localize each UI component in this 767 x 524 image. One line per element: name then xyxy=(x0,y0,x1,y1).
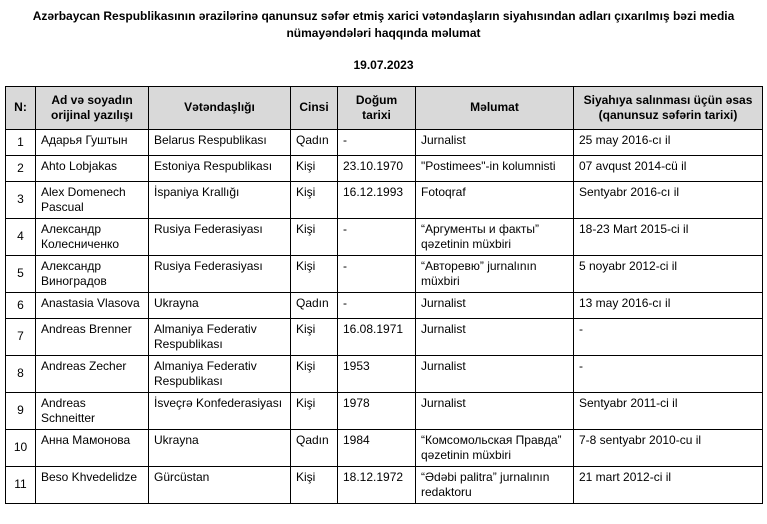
row-number: 3 xyxy=(6,181,36,218)
basis-cell: - xyxy=(574,318,763,355)
birthdate-cell: - xyxy=(338,129,416,155)
name-cell: Beso Khvedelidze xyxy=(36,466,149,503)
table-row xyxy=(6,429,763,466)
birthdate-cell: - xyxy=(338,255,416,292)
basis-cell: 13 may 2016-cı il xyxy=(574,292,763,318)
name-cell: Andreas Zecher xyxy=(36,355,149,392)
gender-cell: Kişi xyxy=(291,155,338,181)
birthdate-cell: 23.10.1970 xyxy=(338,155,416,181)
gender-cell: Qadın xyxy=(291,429,338,466)
info-cell: “Авторевю” jurnalının müxbiri xyxy=(416,255,574,292)
citizenship-cell: Belarus Respublikası xyxy=(149,129,291,155)
birthdate-cell: - xyxy=(338,292,416,318)
birthdate-cell: 18.12.1972 xyxy=(338,466,416,503)
gender-cell: Kişi xyxy=(291,355,338,392)
basis-cell: Sentyabr 2016-cı il xyxy=(574,181,763,218)
info-cell: “Аргументы и факты” qəzetinin müxbiri xyxy=(416,218,574,255)
info-cell: "Postimees"-in kolumnisti xyxy=(416,155,574,181)
table-row xyxy=(6,129,763,155)
citizenship-cell: Gürcüstan xyxy=(149,466,291,503)
citizenship-cell: Almaniya Federativ Respublikası xyxy=(149,318,291,355)
name-cell: Andreas Schneitter xyxy=(36,392,149,429)
name-cell: Адарья Гуштын xyxy=(36,129,149,155)
row-number: 6 xyxy=(6,292,36,318)
citizenship-cell: Ukrayna xyxy=(149,429,291,466)
row-number: 8 xyxy=(6,355,36,392)
info-cell: Jurnalist xyxy=(416,355,574,392)
table-row xyxy=(6,155,763,181)
info-cell: Jurnalist xyxy=(416,292,574,318)
column-header: Cinsi xyxy=(291,86,338,129)
document-date: 19.07.2023 xyxy=(353,57,414,72)
birthdate-cell: 1953 xyxy=(338,355,416,392)
gender-cell: Kişi xyxy=(291,466,338,503)
basis-cell: 21 mart 2012-ci il xyxy=(574,466,763,503)
table-header-row xyxy=(6,86,763,129)
table-row xyxy=(6,355,763,392)
media-representatives-table xyxy=(5,86,763,504)
row-number: 7 xyxy=(6,318,36,355)
gender-cell: Kişi xyxy=(291,255,338,292)
gender-cell: Kişi xyxy=(291,218,338,255)
birthdate-cell: 16.08.1971 xyxy=(338,318,416,355)
row-number: 9 xyxy=(6,392,36,429)
table-row xyxy=(6,318,763,355)
basis-cell: 25 may 2016-cı il xyxy=(574,129,763,155)
column-header: Ad və soyadın orijinal yazılışı xyxy=(36,86,149,129)
gender-cell: Qadın xyxy=(291,129,338,155)
gender-cell: Kişi xyxy=(291,318,338,355)
citizenship-cell: Rusiya Federasiyası xyxy=(149,218,291,255)
name-cell: Александр Колесниченко xyxy=(36,218,149,255)
basis-cell: 18-23 Mart 2015-ci il xyxy=(574,218,763,255)
citizenship-cell: Ukrayna xyxy=(149,292,291,318)
basis-cell: 7-8 sentyabr 2010-cu il xyxy=(574,429,763,466)
name-cell: Александр Виноградов xyxy=(36,255,149,292)
name-cell: Ahto Lobjakas xyxy=(36,155,149,181)
table-row xyxy=(6,255,763,292)
info-cell: Jurnalist xyxy=(416,129,574,155)
basis-cell: Sentyabr 2011-ci il xyxy=(574,392,763,429)
document-title: Azərbaycan Respublikasının ərazilərinə qanunsuz səfər etmiş xarici vətəndaşların siyahısından adları çıxarılmış bəzi media nümayəndələri haqqında məlumat xyxy=(32,9,735,40)
row-number: 11 xyxy=(6,466,36,503)
name-cell: Andreas Brenner xyxy=(36,318,149,355)
row-number: 10 xyxy=(6,429,36,466)
table-row xyxy=(6,466,763,503)
info-cell: “Комсомольская Правда” qəzetinin müxbiri xyxy=(416,429,574,466)
table-row xyxy=(6,292,763,318)
info-cell: Jurnalist xyxy=(416,392,574,429)
table-row xyxy=(6,392,763,429)
citizenship-cell: Estoniya Respublikası xyxy=(149,155,291,181)
column-header: Məlumat xyxy=(416,86,574,129)
basis-cell: 07 avqust 2014-cü il xyxy=(574,155,763,181)
table-body xyxy=(6,129,763,503)
column-header: Siyahıya salınması üçün əsas (qanunsuz səfərin tarixi) xyxy=(574,86,763,129)
table-row xyxy=(6,181,763,218)
birthdate-cell: - xyxy=(338,218,416,255)
birthdate-cell: 1984 xyxy=(338,429,416,466)
table-row xyxy=(6,218,763,255)
citizenship-cell: Rusiya Federasiyası xyxy=(149,255,291,292)
gender-cell: Kişi xyxy=(291,181,338,218)
info-cell: Jurnalist xyxy=(416,318,574,355)
info-cell: Fotoqraf xyxy=(416,181,574,218)
row-number: 1 xyxy=(6,129,36,155)
name-cell: Alex Domenech Pascual xyxy=(36,181,149,218)
gender-cell: Kişi xyxy=(291,392,338,429)
citizenship-cell: Almaniya Federativ Respublikası xyxy=(149,355,291,392)
column-header: N: xyxy=(6,86,36,129)
row-number: 2 xyxy=(6,155,36,181)
gender-cell: Qadın xyxy=(291,292,338,318)
basis-cell: - xyxy=(574,355,763,392)
name-cell: Анна Мамонова xyxy=(36,429,149,466)
birthdate-cell: 1978 xyxy=(338,392,416,429)
column-header: Doğum tarixi xyxy=(338,86,416,129)
row-number: 4 xyxy=(6,218,36,255)
basis-cell: 5 noyabr 2012-ci il xyxy=(574,255,763,292)
citizenship-cell: İspaniya Krallığı xyxy=(149,181,291,218)
row-number: 5 xyxy=(6,255,36,292)
citizenship-cell: İsveçrə Konfederasiyası xyxy=(149,392,291,429)
info-cell: “Ədəbi palitra” jurnalının redaktoru xyxy=(416,466,574,503)
name-cell: Anastasia Vlasova xyxy=(36,292,149,318)
column-header: Vətəndaşlığı xyxy=(149,86,291,129)
birthdate-cell: 16.12.1993 xyxy=(338,181,416,218)
